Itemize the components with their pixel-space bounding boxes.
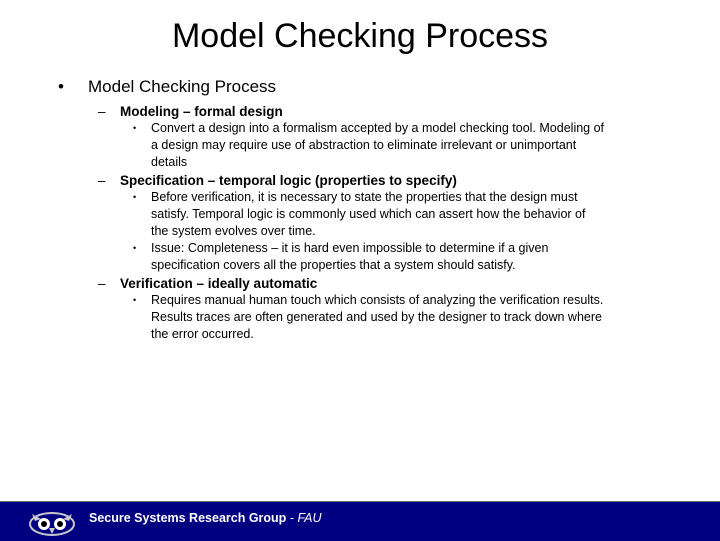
detail-line: details bbox=[151, 155, 188, 169]
slide-title: Model Checking Process bbox=[171, 17, 549, 55]
detail-line: Convert a design into a formalism accepted by a model checking tool. Modeling of bbox=[151, 121, 605, 135]
detail-marker: • bbox=[133, 192, 137, 202]
detail-item bbox=[133, 120, 668, 171]
detail-line: Issue: Completeness – it is hard even impossible to determine if a given bbox=[151, 241, 549, 255]
detail-item bbox=[133, 189, 668, 240]
detail-line: satisfy. Temporal logic is commonly used which can assert how the behavior of bbox=[151, 207, 586, 221]
bullet-main bbox=[58, 76, 668, 98]
subbullet-verification bbox=[98, 275, 668, 292]
detail-line: specification covers all the properties that a system should satisfy. bbox=[151, 258, 516, 272]
bullet-text: Model Checking Process bbox=[88, 77, 277, 96]
detail-item bbox=[133, 292, 668, 343]
detail-line: Before verification, it is necessary to state the properties that the design must bbox=[151, 190, 578, 204]
detail-marker: • bbox=[133, 123, 137, 133]
owl-logo-icon bbox=[26, 508, 78, 538]
subbullet-text: Verification – ideally automatic bbox=[120, 276, 318, 291]
dash-marker: – bbox=[98, 104, 106, 119]
footer-separator: - bbox=[286, 511, 298, 525]
detail-line: Results traces are often generated and used by the designer to track down where bbox=[151, 310, 602, 324]
detail-marker: • bbox=[133, 295, 137, 305]
subbullet-modeling bbox=[98, 103, 668, 120]
subbullet-text: Specification – temporal logic (properties to specify) bbox=[120, 173, 457, 188]
footer-bar bbox=[0, 501, 720, 541]
detail-item bbox=[133, 240, 668, 274]
slide-content bbox=[58, 76, 668, 343]
subbullet-specification bbox=[98, 172, 668, 189]
footer-group: Secure Systems Research Group bbox=[89, 511, 287, 525]
detail-line: Requires manual human touch which consists of analyzing the verification results. bbox=[151, 293, 604, 307]
detail-line: the error occurred. bbox=[151, 327, 254, 341]
bullet-marker: • bbox=[58, 77, 64, 96]
detail-line: a design may require use of abstraction to eliminate irrelevant or unimportant bbox=[151, 138, 577, 152]
footer-institution: FAU bbox=[297, 511, 322, 525]
subbullet-text: Modeling – formal design bbox=[120, 104, 283, 119]
footer-label bbox=[89, 511, 322, 525]
dash-marker: – bbox=[98, 173, 106, 188]
detail-line: the system evolves over time. bbox=[151, 224, 316, 238]
detail-marker: • bbox=[133, 243, 137, 253]
dash-marker: – bbox=[98, 276, 106, 291]
